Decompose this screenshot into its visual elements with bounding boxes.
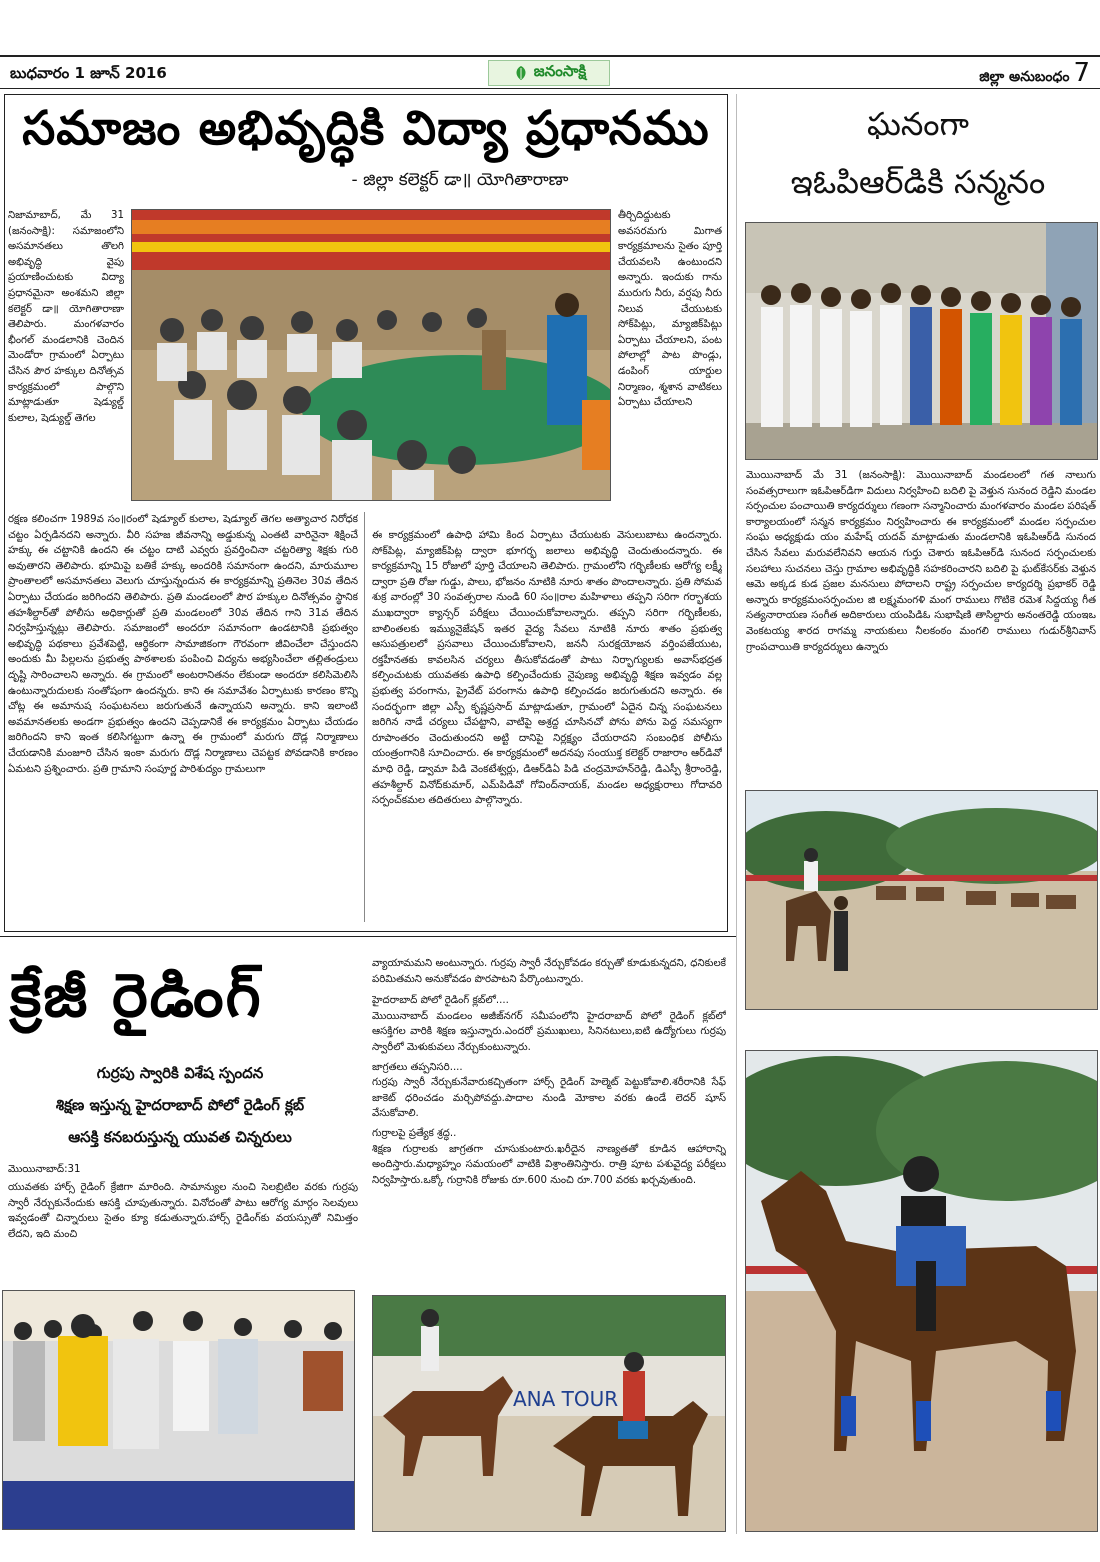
feature-dateline: మొయినాబాద్:31 <box>8 1164 81 1175</box>
feature-intro: యువతకు హార్స్ రైడింగ్ క్రేజిగా మారింది. సామాన్యుల నుంచి సెలబ్రిటిల వరకు గుర్రపు స్వారీ నేర్చుకునేందుకు ఆసక్తి చూపుతున్నారు. వినోదంతో పాటు ఆరోగ్య మార్గం సెలవులు ఇవ్వడంతో చిన్నారులు సైతం క్యూ కడుతున్నారు.హార్స్ రైడింగ్‌కు వయస్సుతో నిమిత్తం లేదని, ఇది మంచి <box>8 1182 358 1240</box>
feature-col2-p3: గుర్రపు స్వారీ నేర్చుకునేవారుకచ్చితంగా హార్స్ రైడింగ్ హెల్మెట్ పెట్టుకోవాలి.శరీరానికి సేఫ్ జాకెట్ ధరించడం మర్చిపోవద్దు.పాదాల నుండి మోకాల వరకు ఉండే లెదర్ షూస్ వేసుకోవాలి. <box>372 1077 726 1120</box>
header-date: బుధవారం 1 జూన్ 2016 <box>10 64 167 82</box>
page-number: 7 <box>1073 58 1090 88</box>
leaf-logo-icon <box>512 64 530 82</box>
banner-sign-text: ANA TOUR <box>513 1387 619 1411</box>
header-top-rule <box>0 55 1100 57</box>
side-headline-line1: ఘనంగా <box>866 105 970 143</box>
feature-col2-h2: జాగ్రతలు తప్పనిసరి.... <box>372 1061 463 1073</box>
feature-headline: క్రేజీ రైడింగ్ <box>10 961 263 1031</box>
girl-horse-photo <box>745 1050 1098 1532</box>
feature-col2-p4: శిక్షణ గుర్రాలకు జాగ్రతగా చూసుకుంటారు.ఖరీదైన నాణ్యతతో కూడిన ఆహారాన్ని అందిస్తారు.మధ్యాహ్నం సమయంలో వాటికి విశ్రాంతినిస్తారు. రాత్రి పూట పశువైద్య పరీక్షలు నిర్వహిస్తారు.ఒక్కో గుర్రానికి రోజుకు రూ.600 నుంచి రూ.700 వరకు ఖర్చవుతుంది. <box>372 1143 726 1186</box>
feature-col2-h1: హైదరాబాద్ పోలో రైడింగ్ క్లబ్‌లో.... <box>372 995 509 1007</box>
feature-col2-p1: వ్యాయామమని అంటున్నారు. గుర్రపు స్వారీ నేర్చుకోవడం కర్చుతో కూడుకున్నదని, ధనికులకే పరిమితమని అనుకోవడం పొరపాటని పేర్కొంటున్నారు. <box>372 958 726 985</box>
riders-photo <box>745 790 1098 1010</box>
lead-headline: సమాజం అభివృద్ధికి విద్యా ప్రధానము <box>22 101 710 156</box>
masthead <box>488 60 610 86</box>
audience-photo <box>2 1290 355 1530</box>
feature-subhead-2: శిక్షణ ఇస్తున్న హైదరాబాద్ పోలో రైడింగ్ క్లబ్ <box>55 1096 305 1114</box>
feature-col2-h3: గుర్రాలపై ప్రత్యేక శ్రద్ధ.. <box>372 1127 457 1139</box>
lead-right-column: తీర్చిదిద్దుటకు అవసరమగు మిగాత కార్యక్రమాలను సైతం పూర్తి చేయవలసి ఉంటుందని అన్నారు. ఇందుకు గాను మురుగు నీరు, వర్షపు నీరు నిలువ చేయుటకు సోక్‌పిట్లు, మ్యాజిక్‌పిట్లు ఏర్పాటు చేయాలని, పంట పోలాల్లో పాట పొండ్లు, డంపింగ్ యార్డుల నిర్మాణం, శ్మశాన వాటికలు ఏర్పాటు చేయాలని <box>618 210 722 409</box>
feature-col2-p2: మొయినాబాద్ మండలం అజీజ్‌నగర్ సమీపంలోని హైదరాబాద్ పోలో రైడింగ్ క్లబ్‌లో ఆసక్తిగల వారికి శిక్షణ ఇస్తున్నారు.ఎందరో ప్రముఖులు, సినినటులు,ఐటి ఉద్యోగులు గుర్రపు స్వారీలో మెళుకువలు నేర్చుకుంటున్నారు. <box>372 1010 726 1053</box>
lead-byline: - జిల్లా కలెక్టర్ డా॥ యోగితారాణా <box>351 170 569 190</box>
feature-subhead-3: ఆసక్తి కనబరుస్తున్న యువత చిన్నరులు <box>68 1128 292 1146</box>
side-story-body: మొయినాబాద్ మే 31 (జనంసాక్షి): మొయినాబాద్ మండలంలో గత నాలుగు సంవత్సరాలుగా ఇఓపిఆర్‌డిగా విదులు నిర్వహించి బదిలి పై వెళ్తున సునంద రెడ్డిని మండల సర్పంచుల పంచాయితి కార్యదర్శులు గణంగా సన్మానించారు మంగళవారం మండల పరిషత్ కార్యాలయంలో సన్మన కార్యక్రమం నిర్వహించారు ఈ కార్యక్రమంలో మండల సర్పంచుల సంఘ అధ్యక్షుడు యం మహేష్ యదవ్ మాట్లాడుతు మండలానికి ఇఓపిఆర్‌డి సునంద చేసిన సేవలు మరువలేనివని ఆయన గుర్తు చెశారు ఇఓపిఆర్‌డి సునంద సర్పంచులకు సలహాలు సుచనలు చెస్తు గ్రామాల అభివృద్ధికి సహకరించారని బదిలి పై ఘట్‌కేసర్‌కు వెళ్తున ఆమె అక్కడ కుడ ప్రజల మనసులు పోదాలని రాష్ట్ర సర్పంచుల కార్యదర్శి ప్రభాకర్ రెడ్డి అన్నారు కార్యక్రమంసర్పంచుల జి లక్ష్మమంగళి మంగ రాములు గొటికె రమెశ సిద్దయ్య గీత సత్యనారాయణ సంగీత అదికారులు యంపిడిఓ సుభాషిణి తాసిల్దారు అనంతరెడ్డి యంఇఒ వెంకటయ్య శారద రాగమ్మ నాయకులు నీలకంఠం మంగలి రాములు గుడుర్‌శ్రీనివాస్ గ్రాంపచాయితి కార్యదర్శులు ఉన్నారు <box>746 470 1096 653</box>
right-section-divider <box>736 94 737 1534</box>
lead-column-divider <box>364 512 365 922</box>
feature-subhead-1: గుర్రపు స్వారికి విశేష స్పందన <box>96 1064 264 1082</box>
masthead-title: జనంసాక్షి <box>533 62 587 80</box>
section-label: జిల్లా అనుబంధం <box>979 69 1070 85</box>
training-photo <box>372 1295 726 1532</box>
felicitation-photo <box>745 222 1098 460</box>
section-divider <box>0 936 736 937</box>
meeting-photo <box>131 209 611 501</box>
header-section <box>979 60 1090 88</box>
feature-col2 <box>372 956 726 1276</box>
side-headline-line2: ఇఓపిఆర్‌డికి సన్మనం <box>790 163 1046 201</box>
lead-bottom-right: ఈ కార్యక్రమంలో ఉపాధి హామి కింద ఏర్పాటు చేయుటకు వెసులుబాటు ఉందన్నారు. సోక్‌పిట్ల, మ్యాజిక్‌పిట్ల ద్వారా భూగర్భ జలాలు అభివృద్ధి చెందుతుందన్నారు. ఈ కార్యక్రమాన్ని 15 రోజులో పూర్తి చేయాలని తెలిపారు. గ్రామంలోని గర్భిణీలకు ఆరోగ్య లక్ష్మీ ద్వారా ప్రతి రోజు గుడ్డు, పాలు, భోజనం నూటికి నూరు శాతం పొందాలన్నారు. ప్రతి సోమవ శుక్ర వారంల్లో 30 సంవత్సరాల నుండి 60 సం॥రాల మహిళాలు తప్పని సరిగా గర్భాశయ ముఖద్వారా క్యాన్సర్ పరీక్షలు చేయించుకోవాలన్నారు. తప్పని సరిగా గర్భిణీలకు, బాలింతలకు ఇమ్యునైజేషన్ ఇతర వైద్య సేవలు నూటికి నూరు శాతం ప్రభుత్వ ఆసుపత్రులలో ప్రసవాలు చేయించుకోవాలని, జననీ సురక్షయోజన వర్తింపజేయుట, రక్తహీనతకు కావలసిన చర్యలు తీసుకోవడంతో పాటు నిర్భాగ్యులకు అవాస్‌భద్రత కల్పించుటకు యువతకు ఉపాధి కల్పించేందుకు నైపుణ్య అభివృద్ధి శిక్షణ ఇవ్వడం వల్ల ప్రభుత్వ పరంగాను, ప్రైవేట్ పరంగాను ఉపాధి కల్పించడం జరుగుతుదని అన్నారు. ఈ సందర్భంగా జిల్లా ఎస్పీ కృష్ణప్రసాద్ మాట్లాడుతూ, గ్రామంలో ఏదైన చిన్న సంఘటనలు జరిగిన నాడే చర్యలు చేపట్టాని, వాటిపై అశ్రద్ద చూసినచో పోను పోను పెద్ద సమస్యగా రూపాంతరం చెందుతుందని అట్టి దానిపై నిర్లక్ష్యం చేయరాదని సంబంధిక పోలీసు యంత్రంగానికి సూచించారు. ఈ కార్యక్రమంలో అదనపు సంయుక్త కలెక్టర్ రాజారాం ఆర్‌డివో మాధి రెడ్డి, డ్వామా పిడి వెంకటేశ్వర్లు, డిఆర్‌డిఏ పిడి చంద్రమోహన్‌రెడ్డి, డిఎస్పీ శ్రీరాంరెడ్డి, తహశీల్దార్ వినోద్‌కుమార్, ఎమ్‌పిడివో గోవింద్‌నాయక్, మండల అధ్యక్షురాలు గోదావరి సర్పంచ్‌కమల తదితరులు పాల్గొన్నారు. <box>372 530 722 807</box>
lead-bottom-left: రక్షణ కలించగా 1989వ సం॥రంలో షెడ్యూల్ కులాల, షెడ్యూల్ తెగల అత్యాచార నిరోధక చట్టం ఏర్పడినదని అన్నారు. వీరి సహజ జీవనాన్ని అడ్డుకున్న ఎంతటి వారినైనా శిక్షించే హక్కు ఈ చట్టానికి ఉందని ఈ చట్టం దాటి ఎవ్వరు ప్రవర్తించినా చట్టరిత్యా శిక్షకు గురి అవుతారని తెలిపారు. భూమిపై బతికే హక్కు అందరికి సమానంగా ఉందని, మారుమూల ప్రాంతాలలో అసమానతలు వెలుగు చూస్తున్నందున ఈ కార్యక్రమాన్ని ప్రతినెల 30వ తేదిన ఏర్పాటు చేయడం జరిగిందని తెలిపారు. ప్రతి మండలంలో పౌర హక్కుల దినోత్సవం స్థానిక తహశీల్దార్‌తో పోలీసు అధికార్లుతో ప్రతి మండలంలో 30వ తేదిన గాని 31వ తేదిన నిర్వహిస్తున్నట్లు తెలిపారు. సమాజంలో అందరూ సమానంగా ఉండటానికి ప్రభుత్వం అభివృద్ధి పథకాలు ప్రవేశపెట్టి, ఆర్థికంగా సామాజికంగా గౌరవంగా జీవించేలా చేస్తుందని అందుకు మీ పిల్లలను ప్రభుత్వ పాఠశాలకు పంపించి విద్యను అభ్యసించేలా తల్లితండ్రులు దృష్టి సారించాలని అన్నారు. ఈ గ్రామంలో అంటరానితనం లేకుండా అందరూ కలిసిమెలిసి ఉంటున్నారుదులకు సంతోషంగా ఉందన్నరు. కాని ఈ సమావేశం ఏర్పాటుకు కారణం కొన్ని చోట్ల ఈ అమానుష సంఘటనలు జరుగుతునే ఉన్నాయని అన్నారు. కాని ఇలాంటి అవమానతలకు అండగా ప్రభుత్వం ఉందని చెప్పడానికే ఈ కార్యక్రమం ఏర్పాటు చేయడం జరిగిందని కాని ఇంత కలిసిగట్టుగా ఉన్నా ఈ గ్రామంలో మరుగు దొడ్ల నిర్మాణాలు చేయడానికి మంజూరి చేసిన ఇంకా మరుగు దొడ్ల నిర్మాణాలు చెపట్టక పోవడానికి కారణం ఏమటని ప్రశ్నించారు. ప్రతి గ్రామాని సంపూర్ణ పారిశుద్యం గ్రామలుగా <box>8 514 358 775</box>
lead-left-column: నిజామాబాద్, మే 31 (జనంసాక్షి): సమాజంలోని అసమానతలు తొలగి అభివృద్ధి వైపు ప్రయాణించుటకు విద్యా ప్రధానమైనా అంశమని జిల్లా కలెక్టర్ డా॥ యోగితారాణా తెలిపారు. మంగళవారం భీంగల్ మండలానికి చెందిన మెండోరా గ్రామంలో ఏర్పాటు చేసిన పౌర హక్కుల దినోత్సవ కార్యక్రమంలో పాల్గొని మాట్లాడుతూ షెడ్యుల్డ్ కులాల, షెడ్యుల్డ్ తెగల <box>8 210 124 424</box>
header-bottom-rule <box>0 88 1100 89</box>
